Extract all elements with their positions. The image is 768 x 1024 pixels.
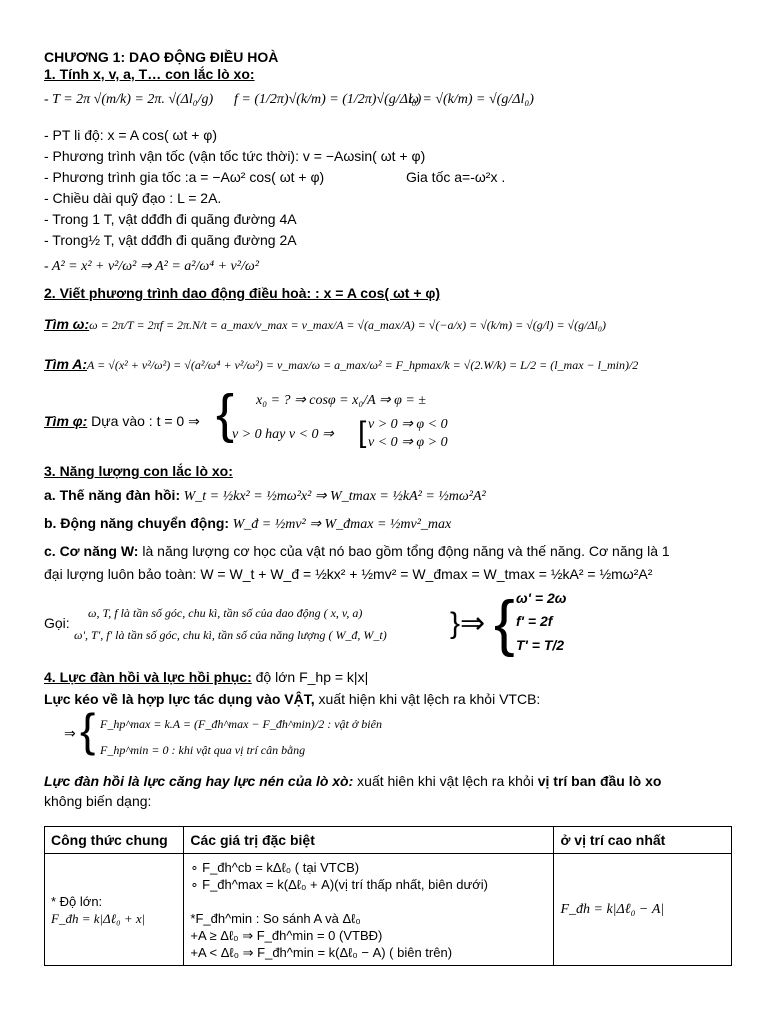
table-cell-general [45, 854, 184, 966]
co-nang-label: c. Cơ năng W: [44, 543, 139, 559]
brace-goi-open: { [494, 589, 515, 658]
bullet-gia-toc: - Phương trình gia tốc :a = −Aω² cos( ωt + φ) [44, 169, 325, 185]
table-cell-special [184, 854, 554, 966]
bullet-chieu-dai: - Chiều dài quỹ đạo : L = 2A. [44, 190, 222, 206]
table-header-3: ở vị trí cao nhất [554, 827, 732, 854]
tim-omega-row [44, 315, 606, 334]
bullet-half-T: - Trong½ T, vật dđđh đi quãng đường 2A [44, 232, 297, 248]
formula-omega: ω = √(k/m) = √(g/Δl₀) [409, 92, 534, 107]
luc-dan-hoi-bold: vị trí ban đầu lò xo [537, 773, 662, 789]
tim-omega-formula: ω = 2π/T = 2πf = 2π.N/t = a_max/v_max = v_max/A = √(a_max/A) = √(−a/x) = √(k/m) = √(g/l) = √(g/Δl₀) [89, 318, 606, 332]
formula-frequency: f = (1/2π)√(k/m) = (1/2π)√(g/Δl₀) [234, 92, 422, 107]
luc-keo-label: Lực kéo về là hợp lực tác dụng vào VẬT, [44, 691, 315, 707]
co-nang-text: là năng lượng cơ học của vật nó bao gồm tổng động năng và thế năng. Cơ năng là 1 [138, 543, 670, 559]
the-nang-formula: W_t = ½kx² = ½mω²x² ⇒ W_tmax = ½kA² = ½mω²A² [180, 489, 486, 504]
tim-phi-text: Dựa vào : t = 0 ⇒ [87, 413, 200, 429]
luc-dan-hoi-text-2: không biến dạng: [44, 793, 152, 809]
luc-dan-hoi-row [44, 772, 661, 790]
bullet-van-toc: - Phương trình vận tốc (vận tốc tức thời): v = −Aωsin( ωt + φ) [44, 148, 426, 164]
goi-result-1: ω' = 2ω [516, 590, 567, 606]
table-general-line-2: F_đh = k|Δℓ₀ + x| [51, 910, 146, 926]
section-4-heading: 4. Lực đàn hồi và lực hồi phục: [44, 669, 252, 685]
phi-line-1: x₀ = ? ⇒ cosφ = x₀/A ⇒ φ = ± [256, 393, 426, 408]
phi-line-4: v < 0 ⇒ φ > 0 [368, 435, 448, 450]
goi-result-3: T' = T/2 [516, 637, 565, 653]
goi-result-2: f' = 2f [516, 613, 553, 629]
luc-keo-arrow: ⇒ [64, 725, 76, 741]
formula-period: - T = 2π √(m/k) = 2π. √(Δl₀/g) [44, 92, 214, 107]
table-cell-highest: F_đh = k|Δℓ₀ − A| [554, 854, 732, 966]
section-1-heading: 1. Tính x, v, a, T… con lắc lò xo: [44, 66, 255, 82]
tim-a-row [44, 355, 638, 374]
goi-line-1: ω, T, f là tần số góc, chu kì, tần số của dao động ( x, v, a) [88, 606, 363, 620]
tim-omega-label: Tìm ω: [44, 316, 90, 332]
table-header-row [45, 827, 732, 854]
luc-keo-min: F_hp^min = 0 : khi vật qua vị trí cân bằng [100, 743, 306, 757]
the-nang-label: a. Thế năng đàn hồi: [44, 487, 181, 503]
co-nang-row [44, 542, 670, 560]
brace-luc-keo: { [80, 704, 96, 756]
table-general-line-1: * Độ lớn: [51, 893, 103, 909]
brace-goi-close: }⇒ [450, 607, 486, 640]
table-special-line-1: ∘ F_đh^cb = kΔℓ₀ ( tại VTCB) [190, 859, 360, 875]
luc-keo-max: F_hp^max = k.A = (F_đh^max − F_đh^min)/2 : vật ở biên [100, 717, 382, 731]
tim-a-label: Tìm A: [44, 356, 88, 372]
phi-line-3: v > 0 ⇒ φ < 0 [368, 417, 448, 432]
tim-a-formula: A = √(x² + v²/ω²) = √(a²/ω⁴ + v²/ω²) = v_max/ω = a_max/ω² = F_hpmax/k = √(2.W/k) = L/2 = (l_max − l_min)/2 [87, 358, 639, 372]
table-row [45, 854, 732, 966]
goi-label: Gọi: [44, 615, 70, 631]
bullet-li-do: - PT li độ: x = A cos( ωt + φ) [44, 127, 218, 143]
table-special-line-3 [190, 893, 547, 910]
section-4-row [44, 668, 368, 686]
table-header-1: Công thức chung [45, 827, 184, 854]
luc-keo-row [44, 690, 540, 708]
bracket-phi: [ [358, 416, 367, 449]
tim-phi-row [44, 412, 200, 430]
table-special-line-2: ∘ F_đh^max = k(Δℓ₀ + A)(vị trí thấp nhất, biên dưới) [190, 876, 488, 892]
luc-dan-hoi-table [44, 826, 732, 966]
section-4-tail: độ lớn F_hp = k|x| [251, 669, 369, 685]
section-3-heading: 3. Năng lượng con lắc lò xo: [44, 463, 233, 479]
table-special-line-6: +A < Δℓ₀ ⇒ F_đh^min = k(Δℓ₀ − A) ( biên trên) [190, 944, 453, 960]
dong-nang-row [44, 514, 451, 534]
luc-dan-hoi-label: Lực đàn hồi là lực căng hay lực nén của lò xò: [44, 773, 354, 789]
bullet-amplitude: - A² = x² + v²/ω² ⇒ A² = a²/ω⁴ + v²/ω² [44, 259, 259, 274]
gia-toc-note: Gia tốc a=-ω²x . [406, 169, 506, 185]
goi-line-2: ω', T', f' là tần số góc, chu kì, tần số của năng lượng ( W_đ, W_t) [74, 628, 387, 642]
luc-keo-text: xuất hiện khi vật lệch ra khỏi VTCB: [314, 691, 541, 707]
the-nang-row [44, 486, 486, 506]
phi-line-2: v > 0 hay v < 0 ⇒ [232, 427, 334, 442]
table-special-line-5: +A ≥ Δℓ₀ ⇒ F_đh^min = 0 (VTBĐ) [190, 927, 383, 943]
table-special-line-4: *F_đh^min : So sánh A và Δℓ₀ [190, 910, 361, 926]
brace-phi: { [216, 384, 235, 444]
dong-nang-label: b. Động năng chuyển động: [44, 515, 230, 531]
bullet-1T: - Trong 1 T, vật dđđh đi quãng đường 4A [44, 211, 297, 227]
table-header-2: Các giá trị đặc biệt [184, 827, 554, 854]
co-nang-formula: đại lượng luôn bảo toàn: W = W_t + W_đ = ½kx² + ½mv² = W_đmax = W_tmax = ½kA² = ½mω²A² [44, 566, 653, 582]
section-2-heading: 2. Viết phương trình dao động điều hoà: : x = A cos( ωt + φ) [44, 285, 441, 301]
tim-phi-label: Tìm φ: [44, 413, 88, 429]
dong-nang-formula: W_đ = ½mv² ⇒ W_đmax = ½mv²_max [229, 517, 452, 532]
chapter-title: CHƯƠNG 1: DAO ĐỘNG ĐIỀU HOÀ [44, 49, 279, 65]
luc-dan-hoi-text: xuất hiên khi vật lệch ra khỏi [353, 773, 538, 789]
